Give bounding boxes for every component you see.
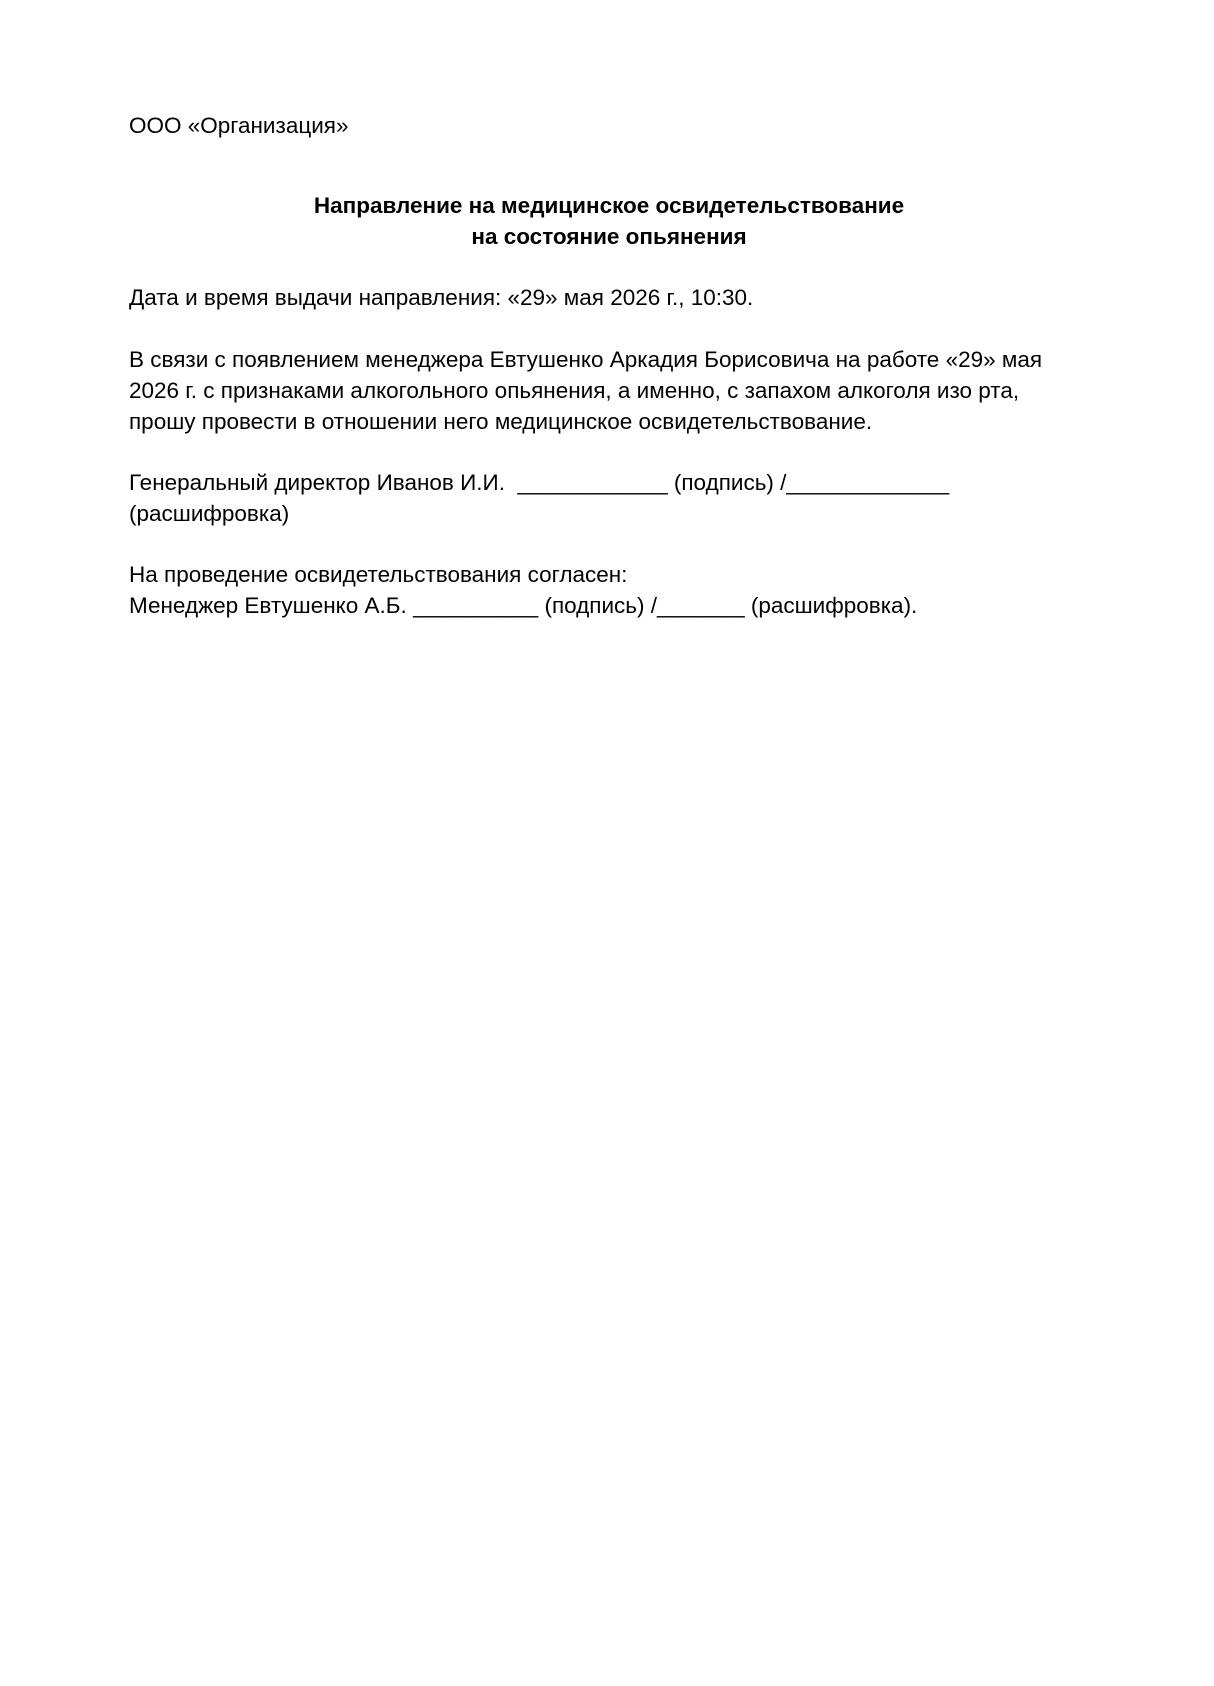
document-content bbox=[129, 110, 1089, 621]
consent-block bbox=[129, 559, 1089, 621]
body-line-2: 2026 г. с признаками алкогольного опьянения, а именно, с запахом алкоголя изо рта, bbox=[129, 378, 1020, 403]
director-signature-block bbox=[129, 467, 1089, 529]
manager-signature-line: Менеджер Евтушенко А.Б. __________ (подпись) /_______ (расшифровка). bbox=[129, 593, 918, 618]
organization-name: ООО «Организация» bbox=[129, 113, 349, 138]
issue-datetime: Дата и время выдачи направления: «29» мая 2026 г., 10:30. bbox=[129, 285, 754, 310]
document-title bbox=[129, 190, 1089, 252]
director-signature-decryption: (расшифровка) bbox=[129, 501, 290, 526]
consent-statement: На проведение освидетельствования согласен: bbox=[129, 562, 628, 587]
document-title-line-1: Направление на медицинское освидетельствование bbox=[313, 193, 905, 218]
document-title-line-2: на состояние опьянения bbox=[471, 224, 747, 249]
body-line-3: прошу провести в отношении него медицинское освидетельствование. bbox=[129, 409, 873, 434]
body-paragraph bbox=[129, 344, 1089, 437]
body-line-1: В связи с появлением менеджера Евтушенко Аркадия Борисовича на работе «29» мая bbox=[129, 347, 1043, 372]
director-signature-line: Генеральный директор Иванов И.И. ____________ (подпись) /_____________ bbox=[129, 470, 950, 495]
